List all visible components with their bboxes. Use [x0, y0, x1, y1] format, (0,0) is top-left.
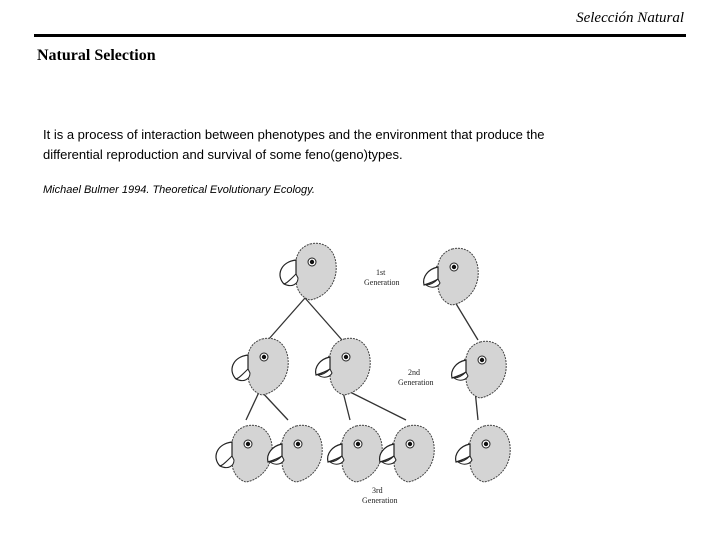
bird-gen3-1	[216, 425, 272, 482]
definition-text	[43, 125, 643, 165]
bird-gen2-left	[232, 338, 288, 395]
bird-gen1-left	[280, 243, 336, 300]
definition-line-1: It is a process of interaction between phenotypes and the environment that produce the	[43, 127, 545, 142]
gen2-label-num: 2nd	[408, 368, 420, 377]
bird-gen2-right	[452, 341, 507, 398]
gen2-label-text: Generation	[398, 378, 434, 387]
bird-gen2-middle	[316, 338, 371, 395]
gen3-label-num: 3rd	[372, 486, 383, 495]
bird-generations-figure	[210, 230, 530, 520]
header-title: Selección Natural	[576, 10, 684, 26]
bird-gen3-3	[328, 425, 383, 482]
citation: Michael Bulmer 1994. Theoretical Evolutionary Ecology.	[43, 184, 315, 196]
bird-gen1-right	[424, 248, 479, 305]
gen1-label-num: 1st	[376, 268, 386, 277]
bird-gen3-2	[268, 425, 323, 482]
bird-gen3-4	[380, 425, 435, 482]
slide-title: Natural Selection	[37, 47, 156, 64]
gen1-label-text: Generation	[364, 278, 400, 287]
bird-gen3-5	[456, 425, 511, 482]
gen3-label-text: Generation	[362, 496, 398, 505]
definition-line-2: differential reproduction and survival of some feno(geno)types.	[43, 147, 403, 162]
header-divider	[34, 34, 686, 37]
